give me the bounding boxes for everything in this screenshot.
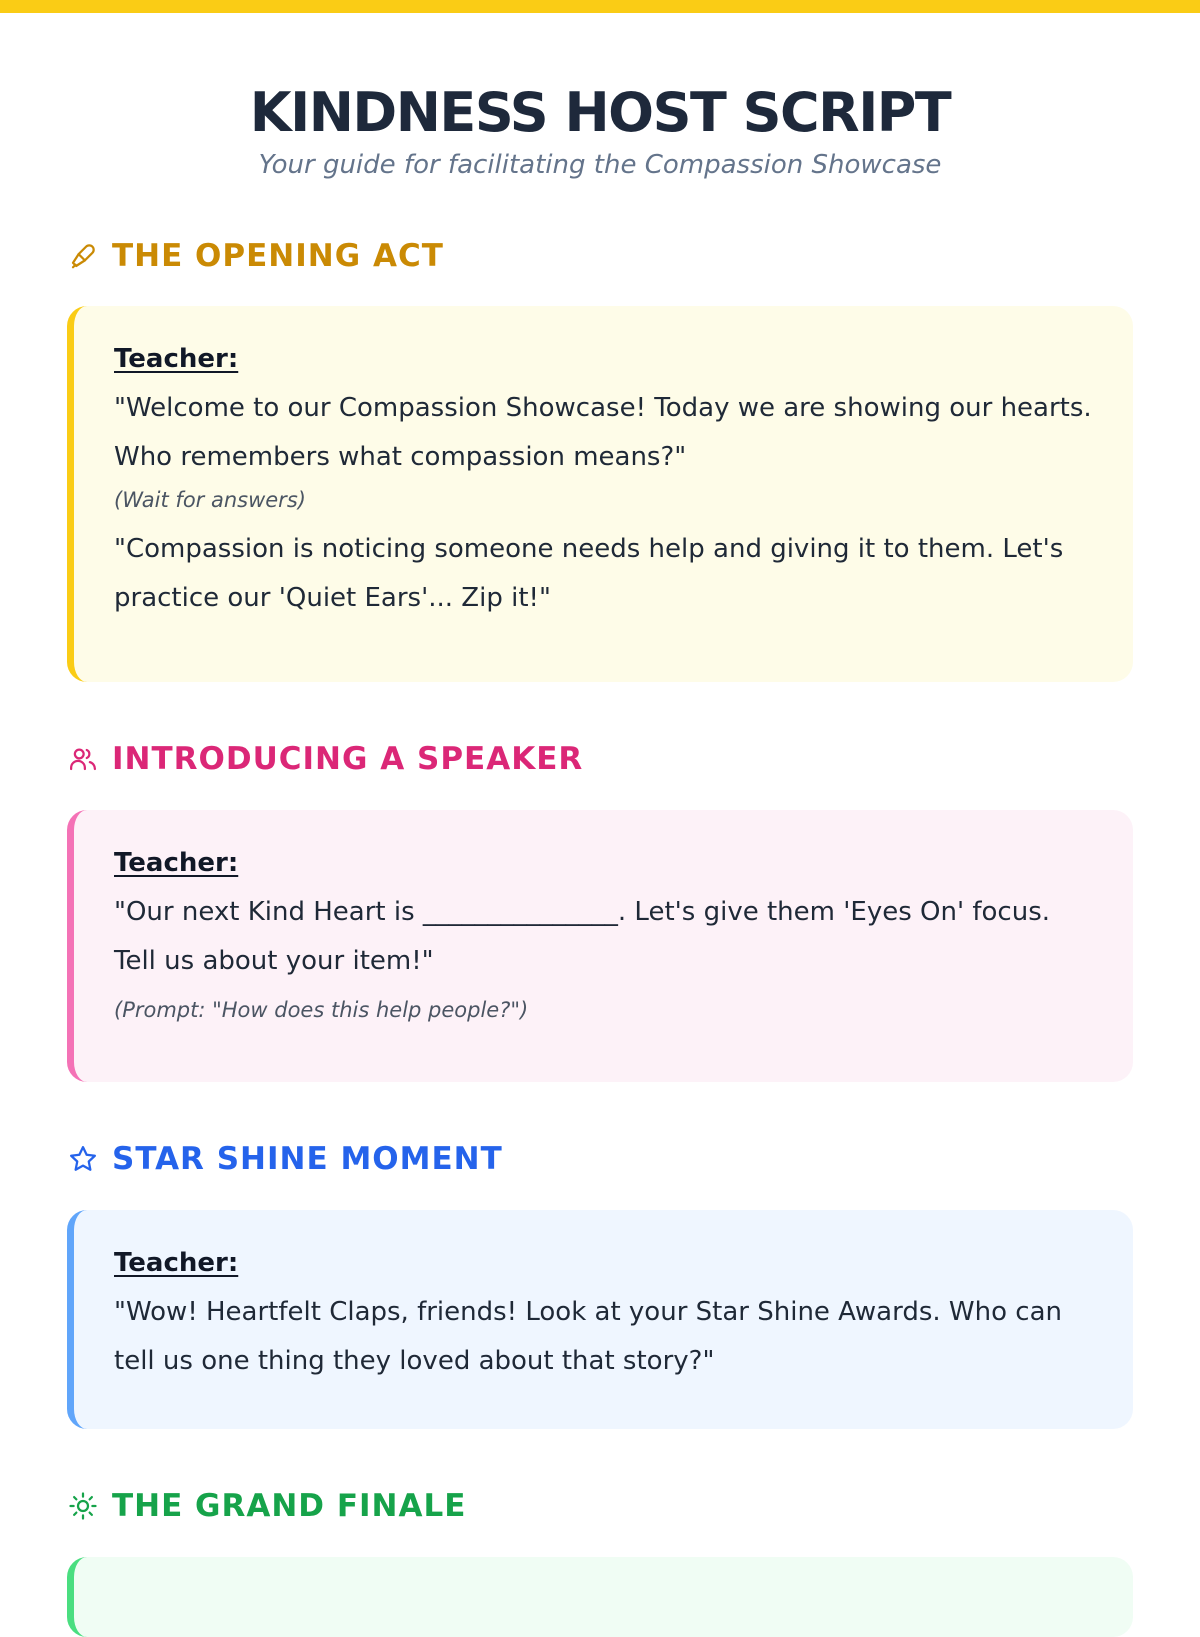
section-heading-opening: [68, 236, 444, 276]
star-icon: [68, 1144, 98, 1174]
script-line: "Wow! Heartfelt Claps, friends! Look at your Star Shine Awards. Who can tell us one thing they loved about that story?": [114, 1297, 1062, 1376]
section-heading-finale: [68, 1486, 466, 1526]
section-heading-star: [68, 1139, 503, 1179]
top-accent-bar: [0, 0, 1200, 13]
section-title: THE GRAND FINALE: [112, 1488, 467, 1524]
stage-direction: (Wait for answers): [114, 488, 306, 512]
speaker-label: Teacher:: [114, 1248, 239, 1278]
section-title: INTRODUCING A SPEAKER: [112, 741, 584, 777]
script-line: "Welcome to our Compassion Showcase! Today we are showing our hearts. Who remembers what compassion means?": [114, 393, 1092, 472]
section-heading-speaker: [68, 739, 583, 779]
speaker-label: Teacher:: [114, 344, 239, 374]
speaker-label: Teacher:: [114, 848, 239, 878]
page-subtitle: Your guide for facilitating the Compassion Showcase: [258, 150, 942, 180]
microphone-icon: [68, 241, 98, 271]
page-title: KINDNESS HOST SCRIPT: [249, 81, 951, 144]
script-card-star: [67, 1210, 1133, 1429]
script-line: "Compassion is noticing someone needs help and giving it to them. Let's practice our 'Quiet Ears'... Zip it!": [114, 534, 1064, 613]
stage-direction: (Prompt: "How does this help people?"): [114, 998, 529, 1022]
section-title: STAR SHINE MOMENT: [112, 1141, 503, 1177]
section-title: THE OPENING ACT: [112, 238, 444, 274]
users-icon: [68, 744, 98, 774]
script-card-speaker: [67, 810, 1133, 1082]
script-line: "Our next Kind Heart is _______________. Let's give them 'Eyes On' focus. Tell us about your item!": [114, 897, 1051, 976]
script-card-finale: [67, 1557, 1133, 1637]
sun-icon: [68, 1491, 98, 1521]
page-header: [0, 78, 1200, 182]
script-card-opening: [67, 306, 1133, 682]
